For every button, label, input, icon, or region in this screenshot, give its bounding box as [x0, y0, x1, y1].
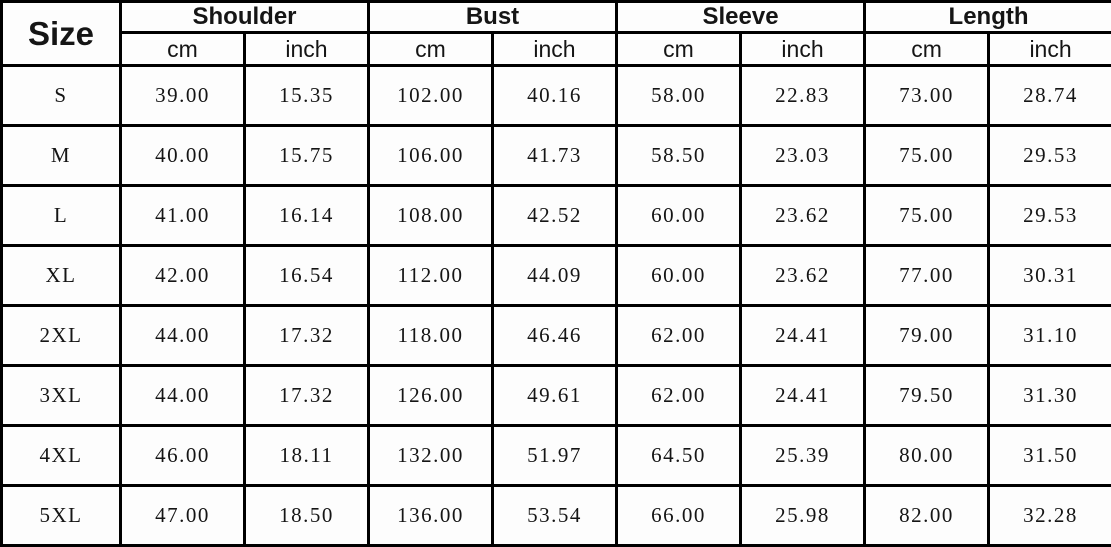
value-cell: 75.00: [865, 126, 989, 186]
value-cell: 79.00: [865, 306, 989, 366]
value-cell: 136.00: [369, 486, 493, 546]
size-cell: 5XL: [2, 486, 121, 546]
value-cell: 51.97: [493, 426, 617, 486]
value-cell: 40.16: [493, 66, 617, 126]
value-cell: 66.00: [617, 486, 741, 546]
table-row: [2, 126, 1111, 186]
value-cell: 31.30: [989, 366, 1111, 426]
value-cell: 75.00: [865, 186, 989, 246]
column-group-header-bust: Bust: [369, 2, 617, 33]
corner-header-size: Size: [2, 2, 121, 66]
unit-header-bust-cm: cm: [369, 33, 493, 66]
table-row: [2, 306, 1111, 366]
value-cell: 46.46: [493, 306, 617, 366]
unit-header-length-inch: inch: [989, 33, 1111, 66]
value-cell: 25.39: [741, 426, 865, 486]
value-cell: 62.00: [617, 306, 741, 366]
value-cell: 58.00: [617, 66, 741, 126]
table-row: [2, 66, 1111, 126]
value-cell: 44.09: [493, 246, 617, 306]
value-cell: 29.53: [989, 126, 1111, 186]
table-row: [2, 426, 1111, 486]
value-cell: 73.00: [865, 66, 989, 126]
value-cell: 24.41: [741, 366, 865, 426]
table-body: [2, 66, 1111, 546]
value-cell: 44.00: [121, 366, 245, 426]
value-cell: 32.28: [989, 486, 1111, 546]
value-cell: 30.31: [989, 246, 1111, 306]
value-cell: 112.00: [369, 246, 493, 306]
value-cell: 42.52: [493, 186, 617, 246]
value-cell: 42.00: [121, 246, 245, 306]
value-cell: 18.50: [245, 486, 369, 546]
value-cell: 44.00: [121, 306, 245, 366]
value-cell: 58.50: [617, 126, 741, 186]
column-group-header-shoulder: Shoulder: [121, 2, 369, 33]
value-cell: 25.98: [741, 486, 865, 546]
unit-header-shoulder-cm: cm: [121, 33, 245, 66]
size-cell: XL: [2, 246, 121, 306]
value-cell: 15.75: [245, 126, 369, 186]
value-cell: 17.32: [245, 306, 369, 366]
value-cell: 22.83: [741, 66, 865, 126]
value-cell: 15.35: [245, 66, 369, 126]
value-cell: 64.50: [617, 426, 741, 486]
value-cell: 60.00: [617, 186, 741, 246]
unit-header-shoulder-inch: inch: [245, 33, 369, 66]
table-row: [2, 366, 1111, 426]
value-cell: 118.00: [369, 306, 493, 366]
size-cell: 2XL: [2, 306, 121, 366]
value-cell: 16.54: [245, 246, 369, 306]
value-cell: 31.10: [989, 306, 1111, 366]
value-cell: 41.73: [493, 126, 617, 186]
value-cell: 77.00: [865, 246, 989, 306]
value-cell: 53.54: [493, 486, 617, 546]
value-cell: 62.00: [617, 366, 741, 426]
value-cell: 24.41: [741, 306, 865, 366]
value-cell: 28.74: [989, 66, 1111, 126]
size-cell: 4XL: [2, 426, 121, 486]
value-cell: 132.00: [369, 426, 493, 486]
size-cell: S: [2, 66, 121, 126]
value-cell: 39.00: [121, 66, 245, 126]
table-row: [2, 486, 1111, 546]
table-row: [2, 186, 1111, 246]
unit-header-length-cm: cm: [865, 33, 989, 66]
value-cell: 82.00: [865, 486, 989, 546]
value-cell: 31.50: [989, 426, 1111, 486]
value-cell: 80.00: [865, 426, 989, 486]
value-cell: 108.00: [369, 186, 493, 246]
value-cell: 23.62: [741, 186, 865, 246]
unit-header-sleeve-inch: inch: [741, 33, 865, 66]
value-cell: 29.53: [989, 186, 1111, 246]
table-row: [2, 246, 1111, 306]
value-cell: 18.11: [245, 426, 369, 486]
value-cell: 23.62: [741, 246, 865, 306]
unit-header-row: [2, 33, 1111, 66]
value-cell: 49.61: [493, 366, 617, 426]
value-cell: 126.00: [369, 366, 493, 426]
table-header: [2, 2, 1111, 66]
unit-header-bust-inch: inch: [493, 33, 617, 66]
value-cell: 41.00: [121, 186, 245, 246]
value-cell: 17.32: [245, 366, 369, 426]
value-cell: 16.14: [245, 186, 369, 246]
value-cell: 102.00: [369, 66, 493, 126]
value-cell: 40.00: [121, 126, 245, 186]
value-cell: 23.03: [741, 126, 865, 186]
value-cell: 79.50: [865, 366, 989, 426]
group-header-row: [2, 2, 1111, 33]
unit-header-sleeve-cm: cm: [617, 33, 741, 66]
value-cell: 106.00: [369, 126, 493, 186]
size-cell: 3XL: [2, 366, 121, 426]
value-cell: 47.00: [121, 486, 245, 546]
size-cell: M: [2, 126, 121, 186]
value-cell: 46.00: [121, 426, 245, 486]
column-group-header-sleeve: Sleeve: [617, 2, 865, 33]
value-cell: 60.00: [617, 246, 741, 306]
column-group-header-length: Length: [865, 2, 1111, 33]
size-cell: L: [2, 186, 121, 246]
